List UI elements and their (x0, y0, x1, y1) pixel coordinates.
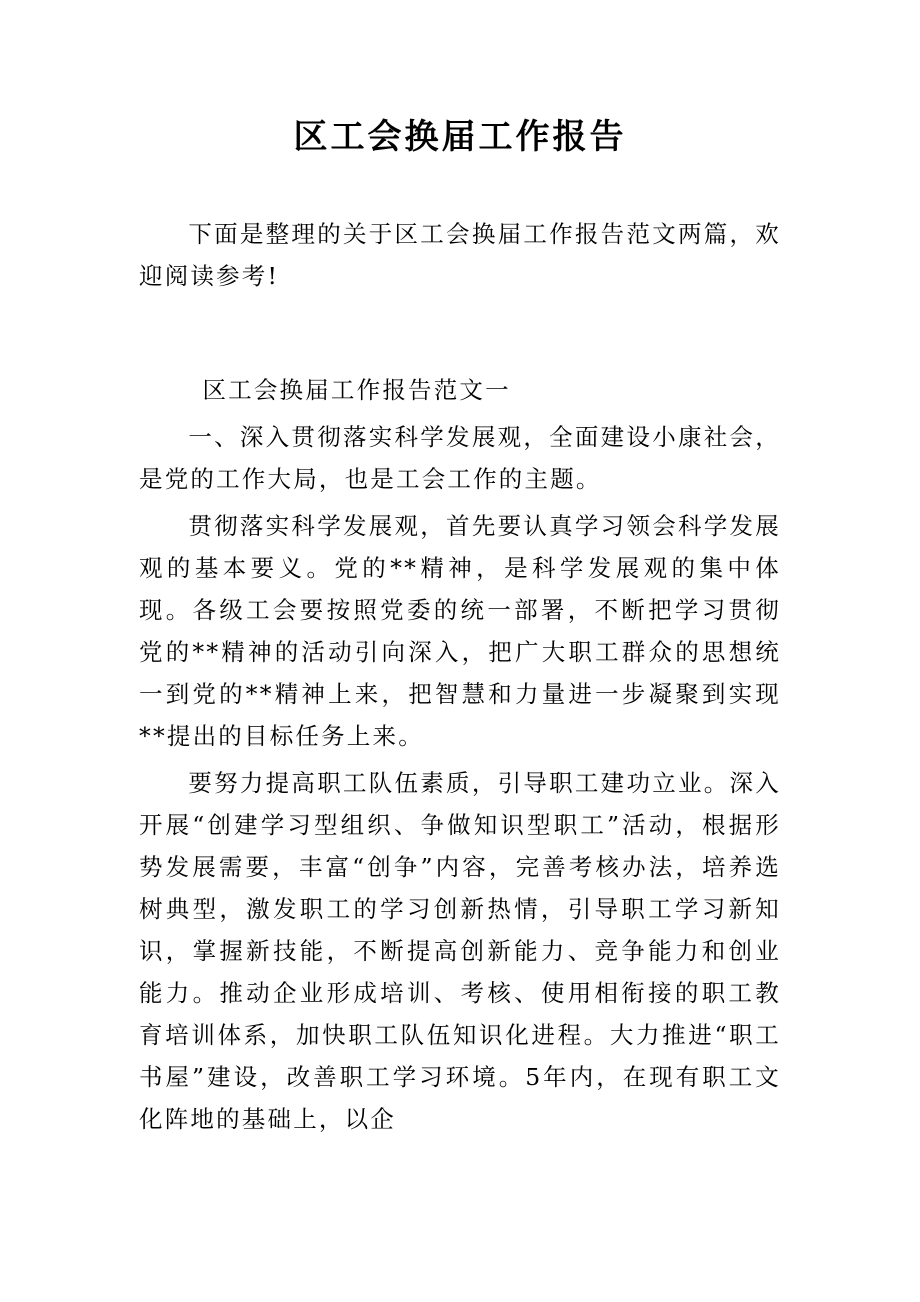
body-paragraph-1: 一、深入贯彻落实科学发展观，全面建设小康社会，是党的工作大局，也是工会工作的主题。 (139, 423, 781, 493)
section-heading: 区工会换届工作报告范文一 (202, 376, 511, 404)
intro-paragraph: 下面是整理的关于区工会换届工作报告范文两篇，欢迎阅读参考! (139, 220, 781, 290)
body-paragraph-2: 贯彻落实科学发展观，首先要认真学习领会科学发展观的基本要义。党的**精神，是科学发展观的集中体现。各级工会要按照党委的统一部署，不断把学习贯彻党的**精神的活动引向深入，把广大职工群众的思想统一到党的**精神上来，把智慧和力量进一步凝聚到实现**提出的目标任务上来。 (139, 512, 781, 750)
document-title: 区工会换届工作报告 (293, 117, 627, 157)
document-body (139, 213, 781, 1140)
body-paragraph-3: 要努力提高职工队伍素质，引导职工建功立业。深入开展“创建学习型组织、争做知识型职工”活动，根据形势发展需要，丰富“创争”内容，完善考核办法，培养选树典型，激发职工的学习创新热情，引导职工学习新知识，掌握新技能，不断提高创新能力、竞争能力和创业能力。推动企业形成培训、考核、使用相衔接的职工教育培训体系，加快职工队伍知识化进程。大力推进“职工书屋”建设，改善职工学习环境。5年内，在现有职工文化阵地的基础上，以企 (139, 769, 781, 1133)
section-spacer (139, 297, 781, 369)
